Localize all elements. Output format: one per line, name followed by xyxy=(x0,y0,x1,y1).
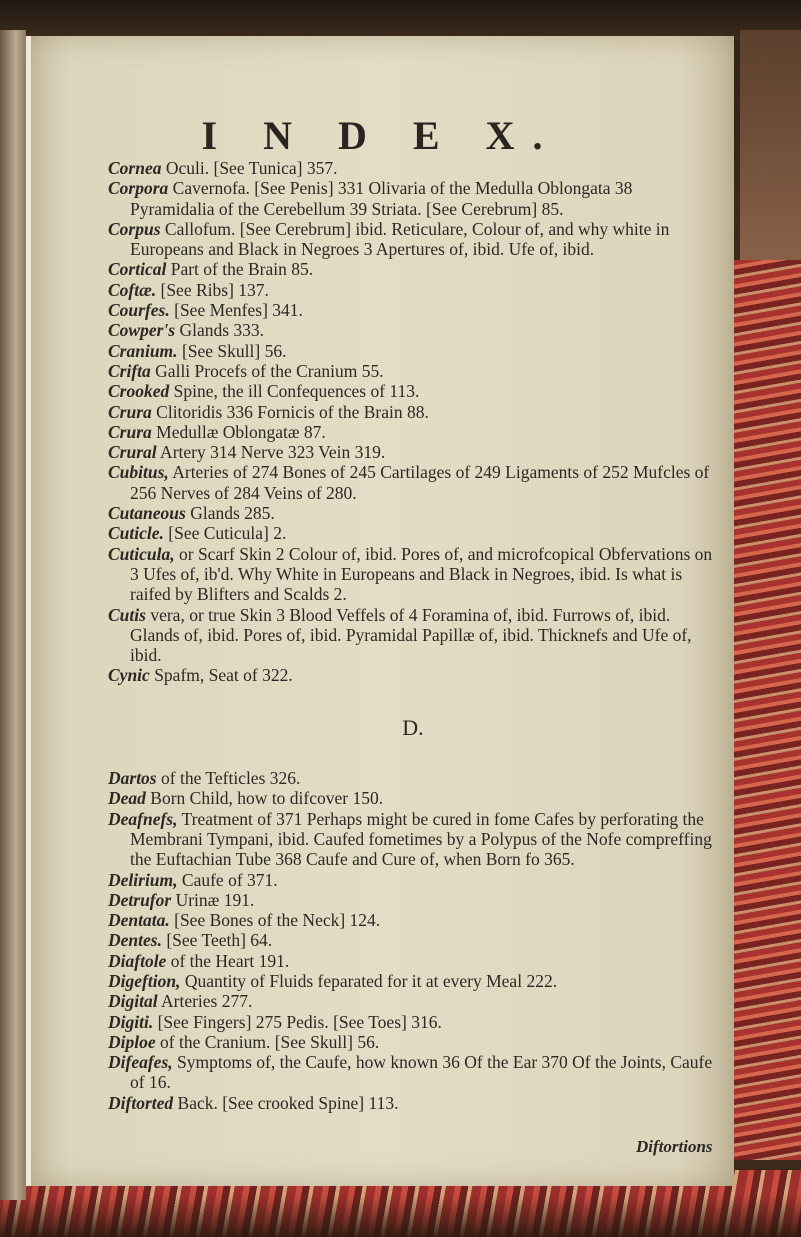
entry-headword: Delirium, xyxy=(108,869,178,890)
entry-headword: Deafnefs, xyxy=(108,808,178,829)
entry-headword: Crooked xyxy=(108,381,170,402)
index-entry xyxy=(108,219,718,260)
entry-text: Caufe of 371. xyxy=(177,869,278,890)
cover-bottom-shadow xyxy=(0,1195,801,1237)
index-entry xyxy=(108,665,718,685)
entry-text: Spine, the ill Confequences of 113. xyxy=(169,381,420,402)
entry-headword: Cynic xyxy=(108,665,150,686)
entry-headword: Courfes. xyxy=(108,300,170,321)
entry-headword: Digiti. xyxy=(108,1011,154,1032)
index-page xyxy=(28,36,734,1186)
entry-text: vera, or true Skin 3 Blood Veffels of 4 Foramina of, ibid. Furrows of, ibid. Glands of, ibid. Pores of, ibid. Pyramidal Papillæ of, ibid. Thicknefs and Ufe of, ibid. xyxy=(130,604,692,666)
entry-headword: Coftæ. xyxy=(108,279,157,300)
entry-text: Galli Procefs of the Cranium 55. xyxy=(150,360,384,381)
entry-text: Glands 285. xyxy=(185,503,275,524)
index-entry xyxy=(108,523,718,543)
index-entry xyxy=(108,422,718,442)
entry-text: Callofum. [See Cerebrum] ibid. Reticulare, Colour of, and why white in Europeans and Black in Negroes 3 Apertures of, ibid. Ufe of, ibid. xyxy=(130,218,670,260)
entry-text: Part of the Brain 85. xyxy=(166,259,314,280)
entry-text: [See Menfes] 341. xyxy=(169,300,303,321)
entry-headword: Difeafes, xyxy=(108,1052,173,1073)
entry-text: Quantity of Fluids feparated for it at every Meal 222. xyxy=(180,970,558,991)
index-entry xyxy=(108,280,718,300)
index-entry xyxy=(108,1052,718,1093)
entry-text: Back. [See crooked Spine] 113. xyxy=(173,1092,399,1113)
index-entry xyxy=(108,259,718,279)
entry-headword: Digeftion, xyxy=(108,970,181,991)
catchword: Diftortions xyxy=(636,1137,713,1156)
entry-headword: Cubitus, xyxy=(108,462,169,483)
entry-text: or Scarf Skin 2 Colour of, ibid. Pores of, and microfcopical Obfervations on 3 Ufes of, ib'd. Why White in Europeans and Black in Negroes, ibid. Is what is raifed by Blifters and Scalds 2. xyxy=(130,543,713,605)
book-cover-top xyxy=(0,0,801,40)
index-entry xyxy=(108,341,718,361)
entry-text: of the Tefticles 326. xyxy=(156,768,301,789)
entry-headword: Cowper's xyxy=(108,320,176,341)
index-entry xyxy=(108,1093,718,1113)
entry-text: Oculi. [See Tunica] 357. xyxy=(161,158,338,178)
entry-headword: Dead xyxy=(108,788,146,809)
entry-headword: Dartos xyxy=(108,768,157,789)
index-entry xyxy=(108,890,718,910)
index-entry xyxy=(108,1032,718,1052)
entry-text: [See Ribs] 137. xyxy=(156,279,269,300)
entry-headword: Diaftole xyxy=(108,950,167,971)
entry-text: Born Child, how to difcover 150. xyxy=(145,788,384,809)
index-entry xyxy=(108,300,718,320)
entry-text: [See Cuticula] 2. xyxy=(163,523,287,544)
section-c-entries xyxy=(108,158,718,686)
entry-text: [See Teeth] 64. xyxy=(161,930,273,951)
index-entry xyxy=(108,788,718,808)
entry-text: Clitoridis 336 Fornicis of the Brain 88. xyxy=(151,401,429,422)
entry-headword: Cranium. xyxy=(108,340,178,361)
entry-headword: Cutaneous xyxy=(108,503,186,524)
entry-text: Urinæ 191. xyxy=(171,889,255,910)
index-entry xyxy=(108,809,718,870)
entry-text: Artery 314 Nerve 323 Vein 319. xyxy=(156,442,386,463)
entry-headword: Cuticula, xyxy=(108,543,175,564)
index-entry xyxy=(108,768,718,788)
entry-text: Spafm, Seat of 322. xyxy=(149,665,293,686)
entry-text: Treatment of 371 Perhaps might be cured in fome Cafes by perforating the Membrani Tympani, ibid. Caufed fometimes by a Polypus of the Nofe compreffing the Euftachian Tube 368 Caufe and Cure of, when Born fo 365. xyxy=(130,808,712,870)
index-entry xyxy=(108,544,718,605)
cover-board-right xyxy=(740,30,801,270)
entry-headword: Crura xyxy=(108,401,152,422)
entry-text: [See Skull] 56. xyxy=(177,340,287,361)
index-entry xyxy=(108,158,718,178)
entry-headword: Digital xyxy=(108,991,158,1012)
index-entry xyxy=(108,442,718,462)
entry-headword: Detrufor xyxy=(108,889,172,910)
entry-headword: Crifta xyxy=(108,360,151,381)
index-entry xyxy=(108,930,718,950)
section-letter-d: D. xyxy=(402,714,424,740)
entry-text: [See Fingers] 275 Pedis. [See Toes] 316. xyxy=(153,1011,442,1032)
section-d-entries xyxy=(108,768,718,1113)
entry-text: Symptoms of, the Caufe, how known 36 Of the Ear 370 Of the Joints, Caufe of 16. xyxy=(130,1052,713,1093)
entry-text: of the Cranium. [See Skull] 56. xyxy=(155,1031,380,1052)
entry-text: Medullæ Oblongatæ 87. xyxy=(151,421,326,442)
entry-headword: Corpora xyxy=(108,178,169,199)
entry-headword: Dentata. xyxy=(108,910,170,931)
index-entry xyxy=(108,402,718,422)
index-entry xyxy=(108,1012,718,1032)
entry-headword: Corpus xyxy=(108,218,161,239)
index-entry xyxy=(108,178,718,219)
index-entry xyxy=(108,991,718,1011)
entry-headword: Crura xyxy=(108,421,152,442)
page-edge xyxy=(26,36,31,1186)
entry-text: Arteries of 274 Bones of 245 Cartilages of 249 Ligaments of 252 Mufcles of 256 Nerves of 284 Veins of 280. xyxy=(130,462,710,503)
marbled-endpaper-right xyxy=(730,260,801,1160)
entry-headword: Cutis xyxy=(108,604,146,625)
index-entry xyxy=(108,605,718,666)
book-spine-edge xyxy=(0,30,26,1200)
index-body xyxy=(108,158,718,1113)
index-entry xyxy=(108,870,718,890)
entry-headword: Crural xyxy=(108,442,157,463)
entry-headword: Cornea xyxy=(108,158,162,178)
entry-text: of the Heart 191. xyxy=(166,950,290,971)
page-title: I N D E X. xyxy=(201,113,561,158)
entry-headword: Cortical xyxy=(108,259,167,280)
entry-text: Arteries 277. xyxy=(157,991,253,1012)
index-entry xyxy=(108,910,718,930)
index-entry xyxy=(108,361,718,381)
entry-headword: Dentes. xyxy=(108,930,162,951)
index-entry xyxy=(108,971,718,991)
entry-headword: Diftorted xyxy=(108,1092,174,1113)
index-entry xyxy=(108,381,718,401)
entry-headword: Cuticle. xyxy=(108,523,164,544)
entry-text: [See Bones of the Neck] 124. xyxy=(169,910,381,931)
index-entry xyxy=(108,951,718,971)
entry-text: Glands 333. xyxy=(175,320,265,341)
entry-headword: Diploe xyxy=(108,1031,156,1052)
entry-text: Cavernofa. [See Penis] 331 Olivaria of the Medulla Oblongata 38 Pyramidalia of the Cerebellum 39 Striata. [See Cerebrum] 85. xyxy=(130,178,633,219)
index-entry xyxy=(108,320,718,340)
index-entry xyxy=(108,462,718,503)
index-entry xyxy=(108,503,718,523)
